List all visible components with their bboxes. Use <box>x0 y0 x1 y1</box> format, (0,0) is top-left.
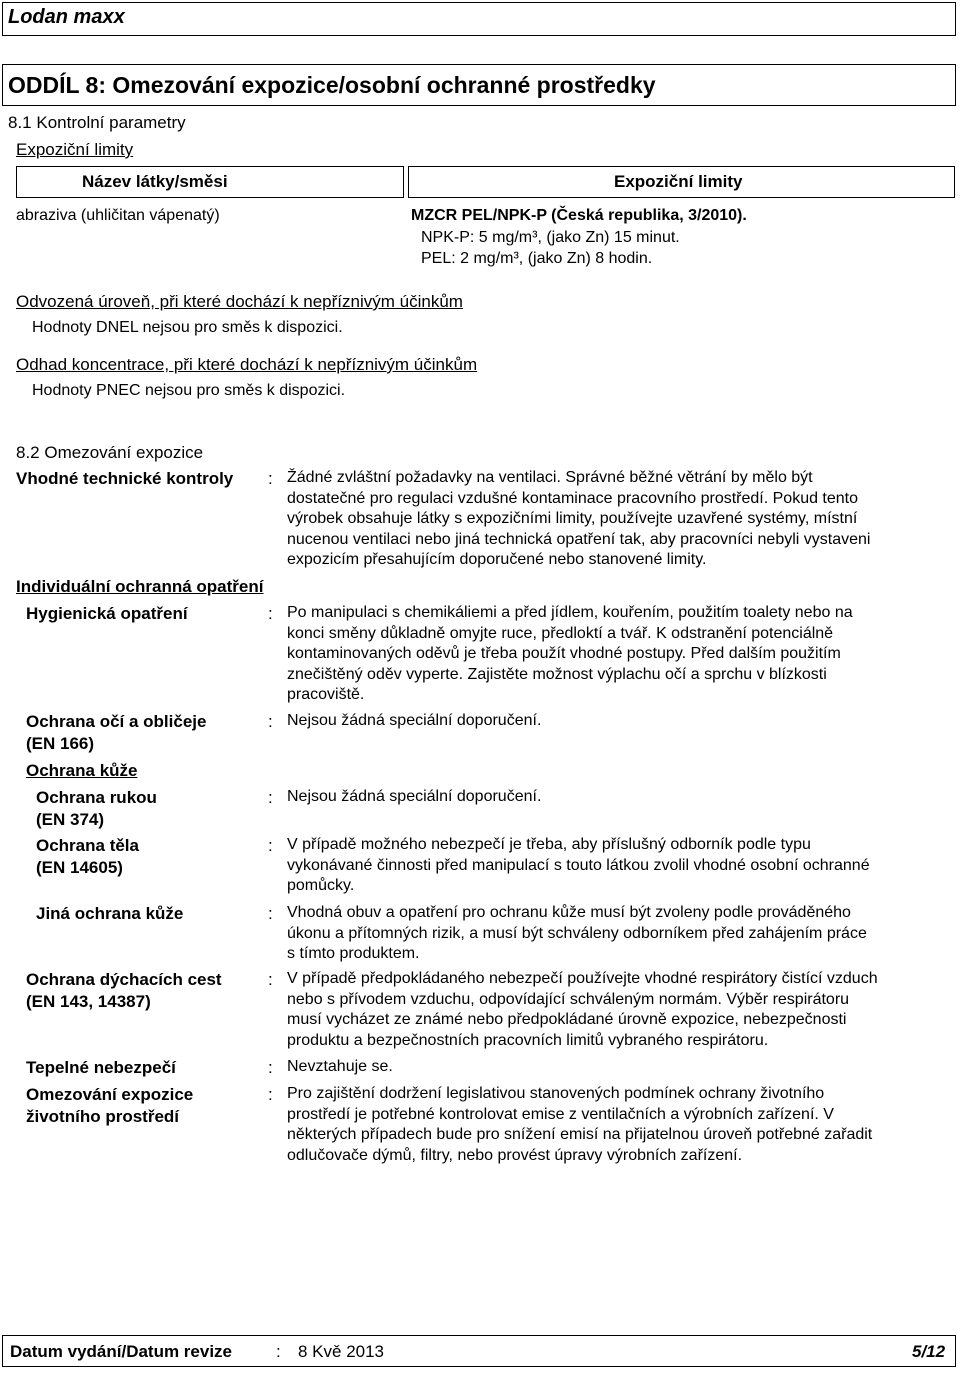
tech-controls-line: dostatečné pro regulaci vzdušné kontaminace pracovního prostředí. Pokud tento <box>287 489 859 507</box>
respiratory-line: musí vycházet ze známé nebo předpokládané úrovně expozice, nebezpečnosti <box>287 1011 847 1029</box>
other-skin-line: úkonu a přítomných rizik, a musí být schváleny odborníkem před zahájením práce <box>287 924 867 942</box>
environmental-line: některých případech bude pro snížení emisí na přijatelnou úroveň potřebné zařadit <box>287 1126 873 1144</box>
respiratory-label-line: Ochrana dýchacích cest <box>26 970 222 989</box>
hygiene-line: znečištěný oděv vyperte. Zajistěte možnost výplachu očí a sprchu v blízkosti <box>287 665 827 683</box>
dnel-heading: Odvozená úroveň, při které dochází k nepříznivým účinkům <box>16 292 463 311</box>
pnec-heading: Odhad koncentrace, při které dochází k nepříznivým účinkům <box>16 355 478 374</box>
hand-protection-label <box>36 787 157 831</box>
thermal-hazard-label: Tepelné nebezpečí <box>26 1058 176 1077</box>
respiratory-line: V případě předpokládaného nebezpečí používejte vhodné respirátory čistící vzduch <box>287 970 878 987</box>
respiratory-label <box>26 969 222 1013</box>
eye-colon: : <box>268 712 273 731</box>
environmental-line: Pro zajištění dodržení legislativou stanovených podmínek ochrany životního <box>287 1085 825 1102</box>
exposure-limits-heading: Expoziční limity <box>16 140 134 159</box>
body-line: vykonávané činnosti před manipulací s touto látkou zvolil vhodné osobní ochranné <box>287 856 870 874</box>
table-cell-limit-line: NPK-P: 5 mg/m³, (jako Zn) 15 minut. <box>421 229 680 246</box>
body-protection-value <box>287 835 947 897</box>
section-title: ODDÍL 8: Omezování expozice/osobní ochranné prostředky <box>8 72 656 98</box>
body-label-line: (EN 14605) <box>36 858 123 877</box>
hygiene-value <box>287 603 947 706</box>
tech-controls-line: expozicím přesahujícím doporučené nebo stanovené limity. <box>287 551 707 569</box>
table-cell-limit-line: PEL: 2 mg/m³, (jako Zn) 8 hodin. <box>421 250 653 267</box>
eye-label-line: (EN 166) <box>26 734 95 753</box>
footer-page-number: 5/12 <box>912 1342 946 1361</box>
environmental-colon: : <box>268 1085 273 1104</box>
other-skin-value <box>287 903 947 965</box>
hygiene-line: pracoviště. <box>287 686 365 704</box>
hand-label-line: Ochrana rukou <box>36 788 157 807</box>
table-header-substance: Název látky/směsi <box>82 172 228 191</box>
eye-protection-value: Nejsou žádná speciální doporučení. <box>287 712 542 729</box>
tech-controls-line: nucenou ventilaci nebo jiná technická opatření tak, aby pracovníci nebyli vystaveni <box>287 530 871 548</box>
hygiene-label: Hygienická opatření <box>26 604 188 623</box>
environmental-label <box>26 1084 193 1128</box>
environmental-line: odlučovače dýmů, filtry, nebo provést úpravy výrobních zařízení. <box>287 1146 743 1164</box>
eye-label-line: Ochrana očí a obličeje <box>26 712 207 731</box>
ppe-heading: Individuální ochranná opatření <box>16 577 264 596</box>
environmental-label-line: Omezování expozice <box>26 1085 194 1104</box>
footer-colon: : <box>276 1342 281 1361</box>
dnel-text: Hodnoty DNEL nejsou pro směs k dispozici. <box>32 319 343 336</box>
product-name: Lodan maxx <box>8 6 125 28</box>
hygiene-colon: : <box>268 604 273 623</box>
footer-issue-date-label: Datum vydání/Datum revize <box>10 1342 233 1361</box>
hand-label-line: (EN 374) <box>36 810 105 829</box>
skin-protection-heading: Ochrana kůže <box>26 761 138 780</box>
thermal-colon: : <box>268 1058 273 1077</box>
respiratory-label-line: (EN 143, 14387) <box>26 992 151 1011</box>
tech-controls-line: Žádné zvláštní požadavky na ventilaci. Správné běžné větrání by mělo být <box>287 469 813 486</box>
hygiene-line: Po manipulaci s chemikáliemi a před jídlem, kouřením, použitím toalety nebo na <box>287 604 853 621</box>
hygiene-line: kontaminovaných oděvů je třeba použít vhodné postupy. Před dalším použitím <box>287 645 841 663</box>
body-protection-label <box>36 835 139 879</box>
footer-issue-date: 8 Kvě 2013 <box>298 1342 385 1361</box>
other-skin-line: s tímto produktem. <box>287 945 420 963</box>
subsection-8-2-title: 8.2 Omezování expozice <box>16 443 204 462</box>
respiratory-colon: : <box>268 970 273 989</box>
eye-protection-label <box>26 711 206 755</box>
body-line: V případě možného nebezpečí je třeba, aby příslušný odborník podle typu <box>287 836 811 853</box>
header-bar <box>2 2 956 36</box>
environmental-value <box>287 1084 947 1166</box>
tech-controls-line: výrobek obsahuje látky s expozičními limity, používejte uzavřené systémy, místní <box>287 510 858 528</box>
body-line: pomůcky. <box>287 877 355 895</box>
other-skin-line: Vhodná obuv a opatření pro ochranu kůže musí být zvoleny podle prováděného <box>287 904 851 921</box>
other-skin-label: Jiná ochrana kůže <box>36 904 184 923</box>
pnec-text: Hodnoty PNEC nejsou pro směs k dispozici. <box>32 382 346 399</box>
respiratory-value <box>287 969 947 1051</box>
other-skin-colon: : <box>268 904 273 923</box>
table-header-limits: Expoziční limity <box>614 172 743 191</box>
tech-controls-colon: : <box>268 469 273 488</box>
hand-protection-value: Nejsou žádná speciální doporučení. <box>287 788 542 805</box>
body-colon: : <box>268 836 273 855</box>
environmental-line: prostředí je potřebné kontrolovat emise z ventilačních a výrobních zařízení. V <box>287 1105 834 1123</box>
table-cell-limit-title: MZCR PEL/NPK-P (Česká republika, 3/2010). <box>411 207 747 224</box>
table-cell-substance: abraziva (uhličitan vápenatý) <box>16 207 220 224</box>
environmental-label-line: životního prostředí <box>26 1107 179 1126</box>
respiratory-line: nebo s přívodem vzduchu, odpovídající schváleným normám. Výběr respirátoru <box>287 990 850 1008</box>
hand-colon: : <box>268 788 273 807</box>
subsection-8-1-title: 8.1 Kontrolní parametry <box>8 113 186 132</box>
tech-controls-label: Vhodné technické kontroly <box>16 469 234 488</box>
tech-controls-value <box>287 468 947 571</box>
thermal-hazard-value: Nevztahuje se. <box>287 1058 393 1075</box>
respiratory-line: produktu a bezpečnostních pracovních limitů vybraného respirátoru. <box>287 1031 769 1049</box>
body-label-line: Ochrana těla <box>36 836 139 855</box>
hygiene-line: konci směny důkladně omyjte ruce, předloktí a tvář. K odstranění potenciálně <box>287 624 834 642</box>
